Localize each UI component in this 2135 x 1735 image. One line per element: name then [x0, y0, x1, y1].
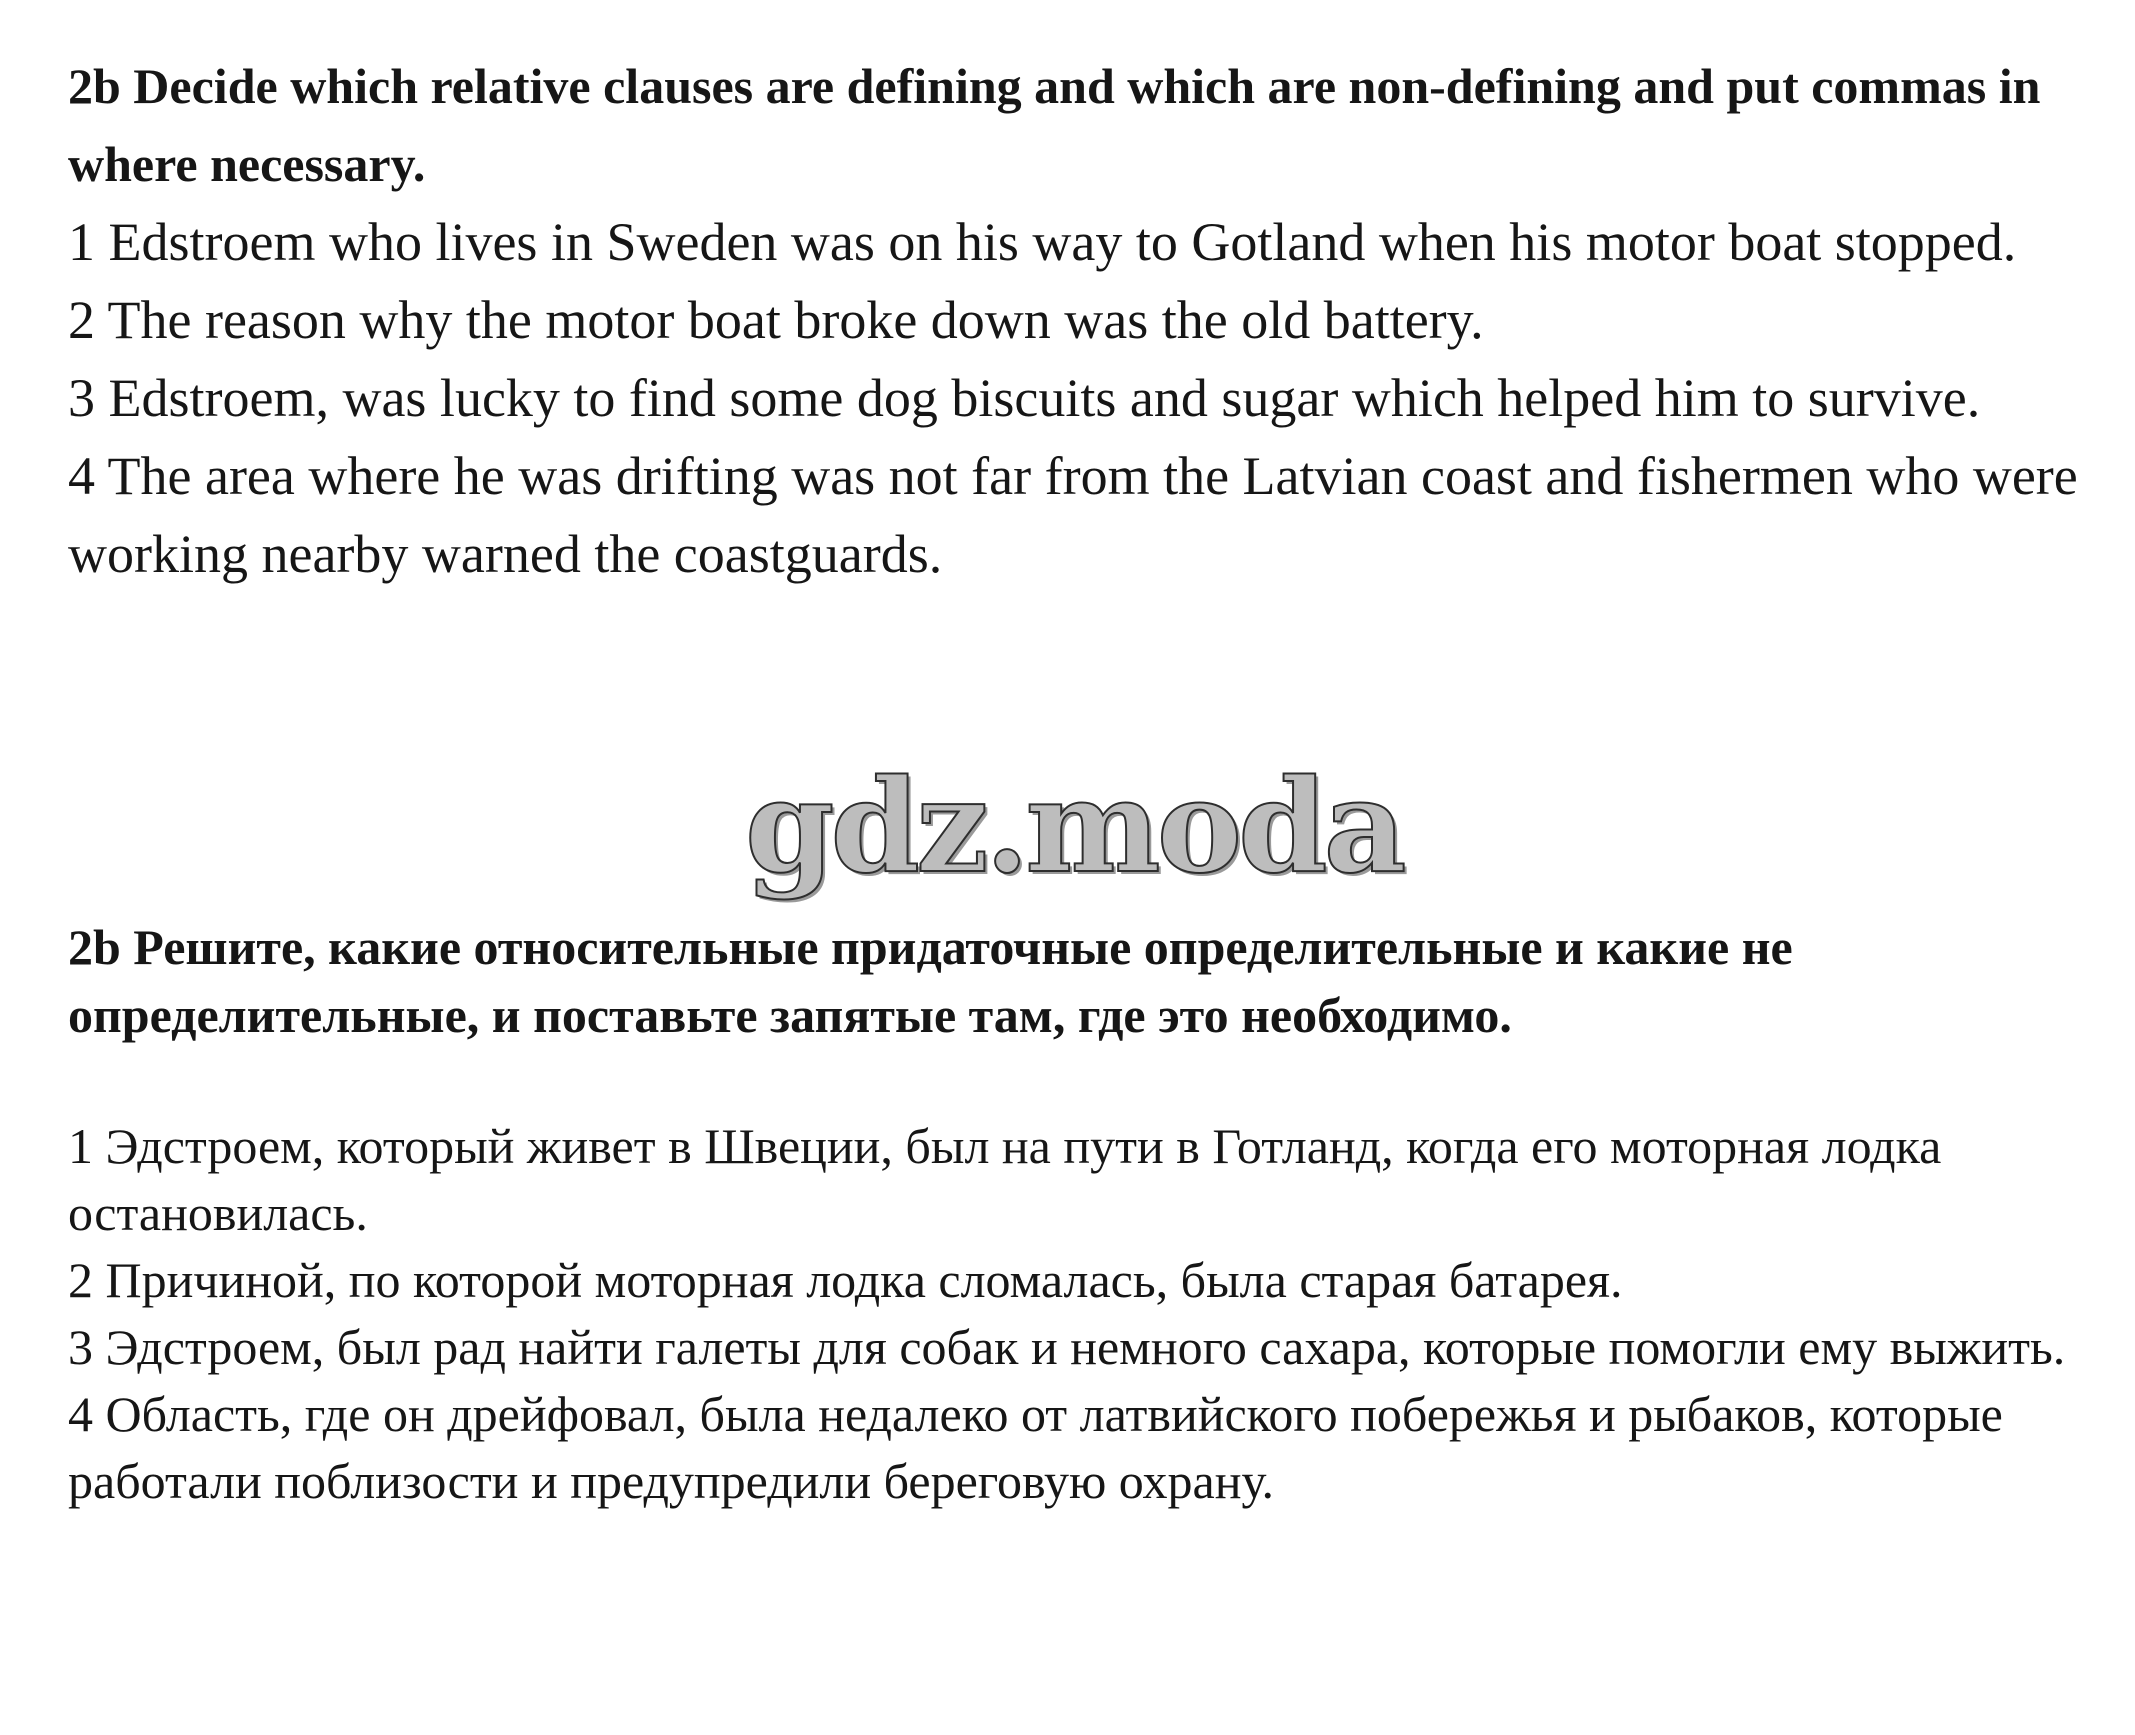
russian-item-4: 4 Область, где он дрейфовал, была недалеко от латвийского побережья и рыбаков, которые работали поблизости и предупредили береговую охрану.	[68, 1386, 2003, 1509]
english-item-1: 1 Edstroem who lives in Sweden was on his way to Gotland when his motor boat stopped.	[68, 212, 2017, 272]
russian-item-1: 1 Эдстроем, который живет в Швеции, был на пути в Готланд, когда его моторная лодка остановилась.	[68, 1118, 1942, 1241]
watermark-logo: gdz.moda	[745, 752, 1403, 902]
russian-item-2: 2 Причиной, по которой моторная лодка сломалась, была старая батарея.	[68, 1252, 1623, 1308]
russian-task-heading: 2b Решите, какие относительные придаточные определительные и какие не определительные, и поставьте запятые там, где это необходимо.	[68, 919, 1793, 1043]
russian-task	[68, 913, 2088, 1049]
russian-item-3: 3 Эдстроем, был рад найти галеты для собак и немного сахара, которые помогли ему выжить.	[68, 1319, 2066, 1375]
english-item-2: 2 The reason why the motor boat broke down was the old battery.	[68, 290, 1484, 350]
english-item-4: 4 The area where he was drifting was not far from the Latvian coast and fishermen who were working nearby warned the coastguards.	[68, 446, 2078, 584]
russian-answers	[68, 1113, 2088, 1515]
english-item-3: 3 Edstroem, was lucky to find some dog biscuits and sugar which helped him to survive.	[68, 368, 1981, 428]
english-task-heading: 2b Decide which relative clauses are defining and which are non-defining and put commas in where necessary.	[68, 58, 2041, 192]
english-exercise	[68, 47, 2088, 593]
